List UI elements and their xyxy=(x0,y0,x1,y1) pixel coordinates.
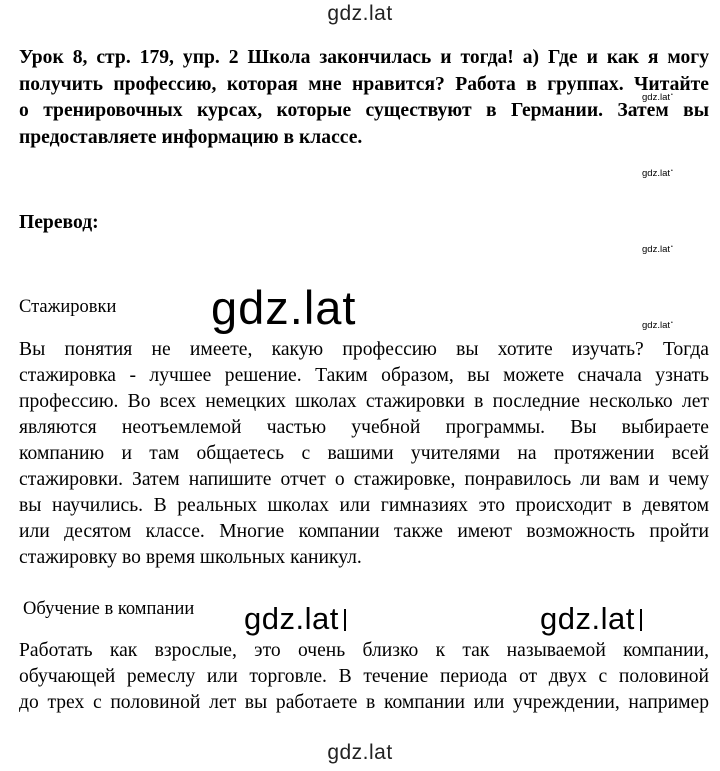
body-line: компанию и там общаетесь с вашими учителями на протяжении всей xyxy=(19,443,709,464)
body-line: стажировку во время школьных каникул. xyxy=(19,547,362,568)
section-heading-internships: Стажировки xyxy=(19,297,117,317)
title-line: о тренировочных курсах, которые существуют в Германии. Затем вы xyxy=(19,100,709,121)
body-line: или десятом классе. Многие компании также имеют возможность пройти xyxy=(19,521,709,542)
body-line: до трех с половиной лет вы работаете в компании или учреждении, например xyxy=(19,692,709,713)
watermark-bottom: gdz.lat xyxy=(327,741,393,764)
watermark-small: gdz.lat • xyxy=(642,244,673,255)
body-line: обучающей ремеслу или торговле. В течение периода от двух с половиной xyxy=(19,666,709,687)
watermark-small: gdz.lat • xyxy=(642,92,673,103)
watermark-small: gdz.lat • xyxy=(642,320,673,331)
exercise-title xyxy=(19,45,709,151)
watermark-large: gdz.lat xyxy=(211,281,357,334)
body-line: Работать как взрослые, это очень близко к так называемой компании, xyxy=(19,640,709,661)
watermark-mid-left: gdz.lat xyxy=(244,601,346,637)
translation-heading: Перевод: xyxy=(19,212,99,233)
body-line: Вы понятия не имеете, какую профессию вы хотите изучать? Тогда xyxy=(19,339,709,360)
section-body-company-training xyxy=(19,638,709,716)
title-line: получить профессию, которая мне нравится? Работа в группах. Читайте xyxy=(19,73,709,95)
body-line: вы научились. В реальных школах или гимназиях это происходит в девятом xyxy=(19,495,709,516)
watermark-small: gdz.lat • xyxy=(642,168,673,179)
section-heading-company-training: Обучение в компании xyxy=(23,599,195,619)
body-line: стажировка - лучшее решение. Таким образом, вы можете сначала узнать xyxy=(19,365,709,386)
title-line: Урок 8, стр. 179, упр. 2 Школа закончилась и тогда! а) Где и как я могу xyxy=(19,47,709,68)
body-line: являются неотъемлемой частью учебной программы. Вы выбираете xyxy=(19,417,709,438)
section-body-internships xyxy=(19,337,709,571)
watermark-top: gdz.lat xyxy=(327,2,393,25)
body-line: профессию. Во всех немецких школах стажировки в последние несколько лет xyxy=(19,391,709,412)
body-line: стажировки. Затем напишите отчет о стажировке, понравилось ли вам и чему xyxy=(19,469,709,490)
title-line: предоставляете информацию в классе. xyxy=(19,126,363,148)
watermark-mid-right: gdz.lat xyxy=(540,601,642,637)
